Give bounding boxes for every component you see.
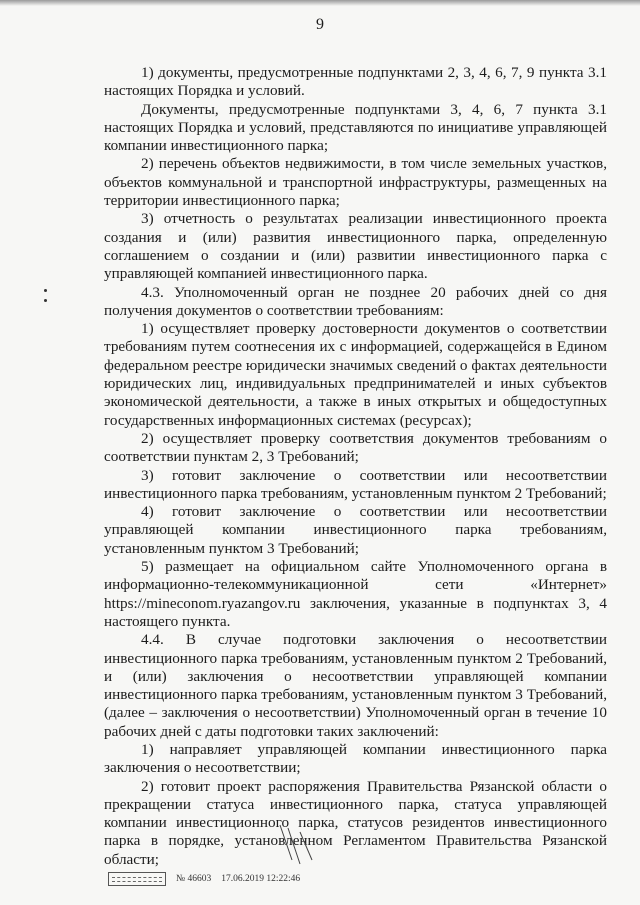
paragraph: 2) перечень объектов недвижимости, в том числе земельных участков, объектов коммунальной и транспортной инфраструктуры, размещенных на территории инвестиционного парка; <box>104 155 607 210</box>
page-number: 9 <box>316 16 324 33</box>
margin-mark <box>44 299 47 302</box>
paragraph: Документы, предусмотренные подпунктами 3, 4, 6, 7 пункта 3.1 настоящих Порядка и условий, представляются по инициативе управляющей компании инвестиционного парка; <box>104 100 607 155</box>
margin-mark <box>44 289 47 292</box>
paragraph: 2) готовит проект распоряжения Правительства Рязанской области о прекращении статуса инвестиционного парка, статуса управляющей компании инвестиционного парка, статусов резидентов инвестиционного парка в порядке, установленном Регламентом Правительства Рязанской области; <box>104 777 607 868</box>
paragraph: 3) отчетность о результатах реализации инвестиционного проекта создания и (или) развития инвестиционного парка, определенную соглашением о создании и (или) развитии инвестиционного парка с управляющей компанией инвестиционного парка. <box>104 210 607 283</box>
registration-stamp-icon <box>108 872 166 886</box>
document-datetime: 17.06.2019 12:22:46 <box>221 874 301 884</box>
paragraph: 1) документы, предусмотренные подпунктами 2, 3, 4, 6, 7, 9 пункта 3.1 настоящих Порядка и условий. <box>104 64 607 100</box>
paragraph: 4.3. Уполномоченный орган не позднее 20 рабочих дней со дня получения документов о соответствии требованиям: <box>104 283 607 319</box>
paragraph: 1) осуществляет проверку достоверности документов о соответствии требованиям путем соотнесения их с информацией, содержащейся в Едином федеральном реестре юридически значимых сведений о фактах деятельности юридических лиц, индивидуальных предпринимателей и иных субъектов экономической деятельности, а также в иных открытых и общедоступных государственных информационных системах (ресурсах); <box>104 320 607 429</box>
paragraph: 2) осуществляет проверку соответствия документов требованиям о соответствии пунктам 2, 3 Требований; <box>104 429 607 466</box>
paragraph: 4.4. В случае подготовки заключения о несоответствии инвестиционного парка требованиям, установленным пунктом 2 Требований, и (или) заключения о несоответствии управляющей компании инвестиционного парка требованиям, установленным пунктом 3 Требований, (далее – заключения о несоответствии) Уполномоченный орган в течение 10 рабочих дней с даты подготовки таких заключений: <box>104 631 607 740</box>
signature-scribble <box>270 820 360 870</box>
footer <box>108 872 300 886</box>
document-number: № 46603 <box>176 874 212 884</box>
scan-edge <box>0 0 640 6</box>
paragraph: 4) готовит заключение о соответствии или несоответствии управляющей компании инвестиционного парка требованиям, установленным пунктом 3 Требований; <box>104 503 607 557</box>
paragraph: 5) размещает на официальном сайте Уполномоченного органа в информационно-телекоммуникационной сети «Интернет» https://mineconom.ryazangov.ru заключения, указанные в подпунктах 3, 4 настоящего пункта. <box>104 558 607 630</box>
paragraph: 3) готовит заключение о соответствии или несоответствии инвестиционного парка требованиям, установленным пунктом 2 Требований; <box>104 466 607 502</box>
paragraph: 1) направляет управляющей компании инвестиционного парка заключения о несоответствии; <box>104 740 607 777</box>
document-body <box>104 64 607 869</box>
